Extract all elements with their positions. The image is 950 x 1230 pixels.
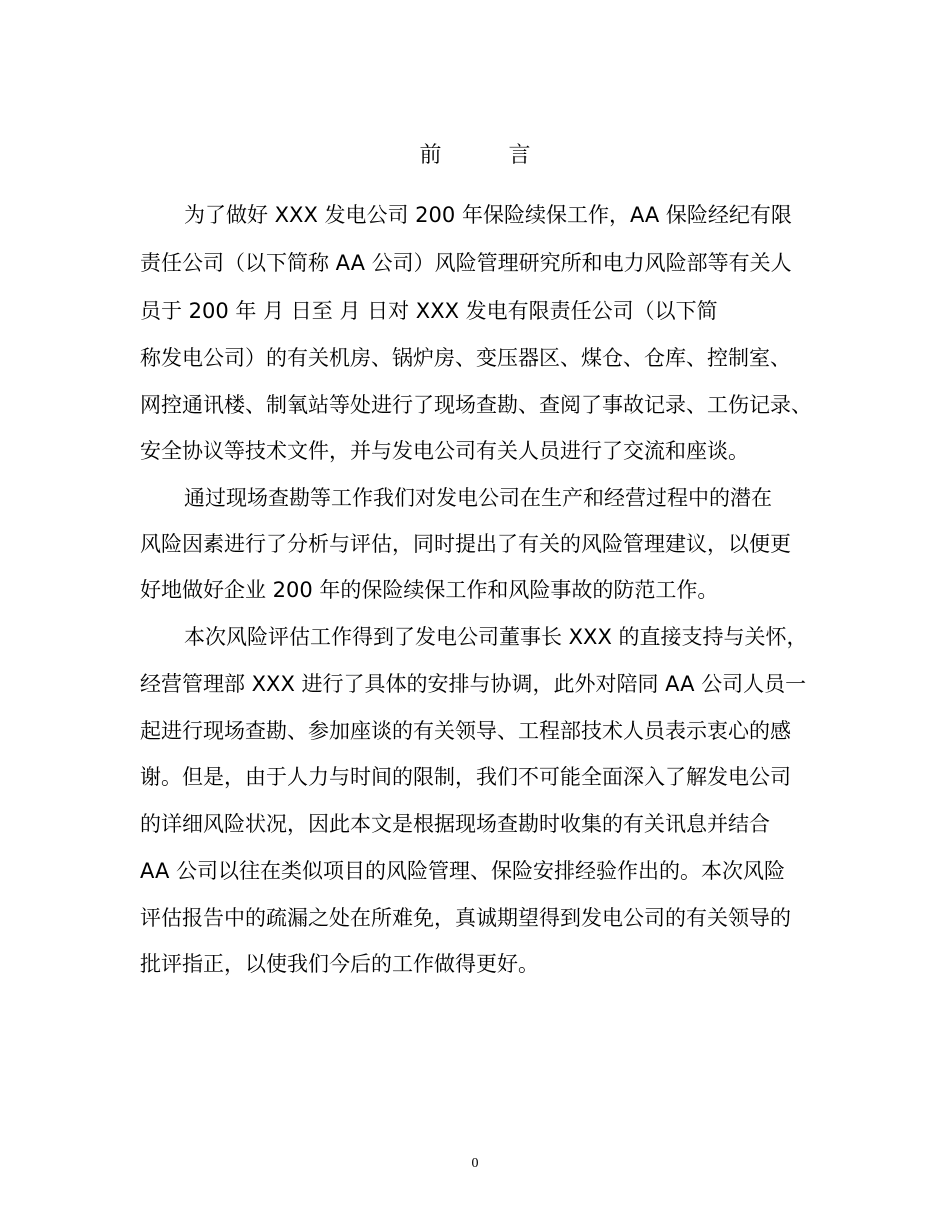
paragraph-line: 通过现场查勘等工作我们对发电公司在生产和经营过程中的潜在 [184, 486, 772, 510]
paragraph-line: 为了做好 XXX 发电公司 200 年保险续保工作，AA 保险经纪有限 [184, 203, 792, 227]
paragraph-line: 员于 200 年 月 日至 月 日对 XXX 发电有限责任公司（以下简 [140, 299, 718, 323]
paragraph-line: 谢。但是，由于人力与时间的限制，我们不可能全面深入了解发电公司 [140, 765, 791, 789]
paragraph-line: 安全协议等技术文件，并与发电公司有关人员进行了交流和座谈。 [140, 439, 749, 463]
paragraph-line: 风险因素进行了分析与评估，同时提出了有关的风险管理建议，以便更 [140, 532, 791, 556]
paragraph-line: 批评指正，以使我们今后的工作做得更好。 [140, 952, 539, 976]
paragraph-line: 本次风险评估工作得到了发电公司董事长 XXX 的直接支持与关怀， [184, 625, 808, 649]
paragraph-line: 经营管理部 XXX 进行了具体的安排与协调，此外对陪同 AA 公司人员一 [140, 672, 807, 696]
paragraph-line: 的详细风险状况，因此本文是根据现场查勘时收集的有关讯息并结合 [140, 812, 770, 836]
paragraph-line: 起进行现场查勘、参加座谈的有关领导、工程部技术人员表示衷心的感 [140, 719, 791, 743]
page-number: 0 [471, 1156, 479, 1171]
paragraph-line: 好地做好企业 200 年的保险续保工作和风险事故的防范工作。 [140, 578, 719, 602]
paragraph-line: AA 公司以往在类似项目的风险管理、保险安排经验作出的。本次风险 [140, 859, 785, 883]
paragraph-line: 评估报告中的疏漏之处在所难免，真诚期望得到发电公司的有关领导的 [140, 906, 791, 930]
page-title: 前 言 [419, 143, 561, 168]
paragraph-line: 称发电公司）的有关机房、锅炉房、变压器区、煤仓、仓库、控制室、 [140, 346, 791, 370]
paragraph-line: 网控通讯楼、制氧站等处进行了现场查勘、查阅了事故记录、工伤记录、 [140, 393, 812, 417]
paragraph-line: 责任公司（以下简称 AA 公司）风险管理研究所和电力风险部等有关人 [140, 251, 792, 275]
